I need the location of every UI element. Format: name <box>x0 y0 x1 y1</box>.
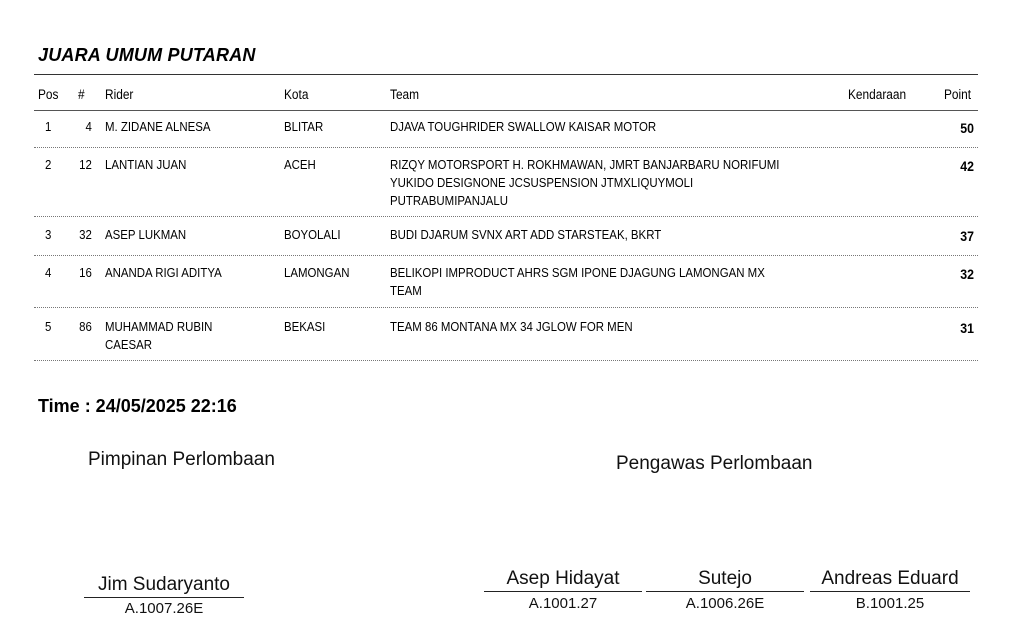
row-separator <box>34 147 978 148</box>
row-team: TEAM 86 MONTANA MX 34 JGLOW FOR MEN <box>390 319 633 334</box>
signature-name: Jim Sudaryanto <box>97 574 230 595</box>
header-point: Point <box>944 87 972 102</box>
row-kota: LAMONGAN <box>284 265 350 280</box>
row-point: 32 <box>960 266 974 282</box>
row-team: BUDI DJARUM SVNX ART ADD STARSTEAK, BKRT <box>390 227 662 242</box>
row-rider-line-2: CAESAR <box>105 337 153 352</box>
row-kota: BOYOLALI <box>284 227 341 242</box>
signature-code: B.1001.25 <box>855 595 925 612</box>
pimpinan-title: Pimpinan Perlombaan <box>88 449 275 470</box>
signature-name: Andreas Eduard <box>821 568 959 589</box>
row-pos: 5 <box>45 319 52 334</box>
row-pos: 1 <box>45 119 52 134</box>
signature-name: Sutejo <box>698 568 752 589</box>
row-kota: ACEH <box>284 157 316 172</box>
header-number: # <box>78 87 85 102</box>
signature-code: A.1006.26E <box>685 595 765 612</box>
row-point: 37 <box>960 228 974 244</box>
pengawas-title: Pengawas Perlombaan <box>616 453 813 474</box>
header-kota: Kota <box>284 87 309 102</box>
row-separator <box>34 307 978 308</box>
row-rider: LANTIAN JUAN <box>105 157 187 172</box>
row-kota: BEKASI <box>284 319 326 334</box>
row-number: 4 <box>85 119 92 134</box>
signature-line <box>646 591 804 592</box>
row-team: BELIKOPI IMPRODUCT AHRS SGM IPONE DJAGUNG LAMONGAN MX <box>390 265 765 280</box>
row-point: 42 <box>960 158 974 174</box>
row-point: 50 <box>960 120 974 136</box>
top-rule <box>34 74 978 75</box>
signature-line <box>484 591 642 592</box>
page-title: JUARA UMUM PUTARAN <box>38 45 256 65</box>
signature-name: Asep Hidayat <box>506 568 620 589</box>
row-rider: M. ZIDANE ALNESA <box>105 119 211 134</box>
row-separator <box>34 216 978 217</box>
header-pos: Pos <box>38 87 59 102</box>
row-rider: MUHAMMAD RUBIN <box>105 319 213 334</box>
row-number: 16 <box>79 265 92 280</box>
header-kendaraan: Kendaraan <box>848 87 907 102</box>
header-rule <box>34 110 978 111</box>
row-separator <box>34 255 978 256</box>
timestamp: Time : 24/05/2025 22:16 <box>38 396 237 416</box>
row-team: RIZQY MOTORSPORT H. ROKHMAWAN, JMRT BANJARBARU NORIFUMI <box>390 157 780 172</box>
row-point: 31 <box>960 320 974 336</box>
signature-code: A.1001.27 <box>528 595 598 612</box>
row-team: DJAVA TOUGHRIDER SWALLOW KAISAR MOTOR <box>390 119 657 134</box>
row-number: 32 <box>79 227 92 242</box>
signature-line <box>810 591 970 592</box>
row-pos: 2 <box>45 157 52 172</box>
row-pos: 3 <box>45 227 52 242</box>
row-rider: ANANDA RIGI ADITYA <box>105 265 222 280</box>
header-rider: Rider <box>105 87 134 102</box>
row-separator <box>34 360 978 361</box>
row-number: 12 <box>79 157 92 172</box>
header-team: Team <box>390 87 420 102</box>
row-kota: BLITAR <box>284 119 324 134</box>
row-team-line-2: YUKIDO DESIGNONE JCSUSPENSION JTMXLIQUYMOLI <box>390 175 694 190</box>
row-pos: 4 <box>45 265 52 280</box>
row-team-line-3: PUTRABUMIPANJALU <box>390 193 509 208</box>
row-number: 86 <box>79 319 92 334</box>
signature-line <box>84 597 244 598</box>
row-team-line-2: TEAM <box>390 283 422 298</box>
row-rider: ASEP LUKMAN <box>105 227 187 242</box>
signature-code: A.1007.26E <box>124 600 204 617</box>
